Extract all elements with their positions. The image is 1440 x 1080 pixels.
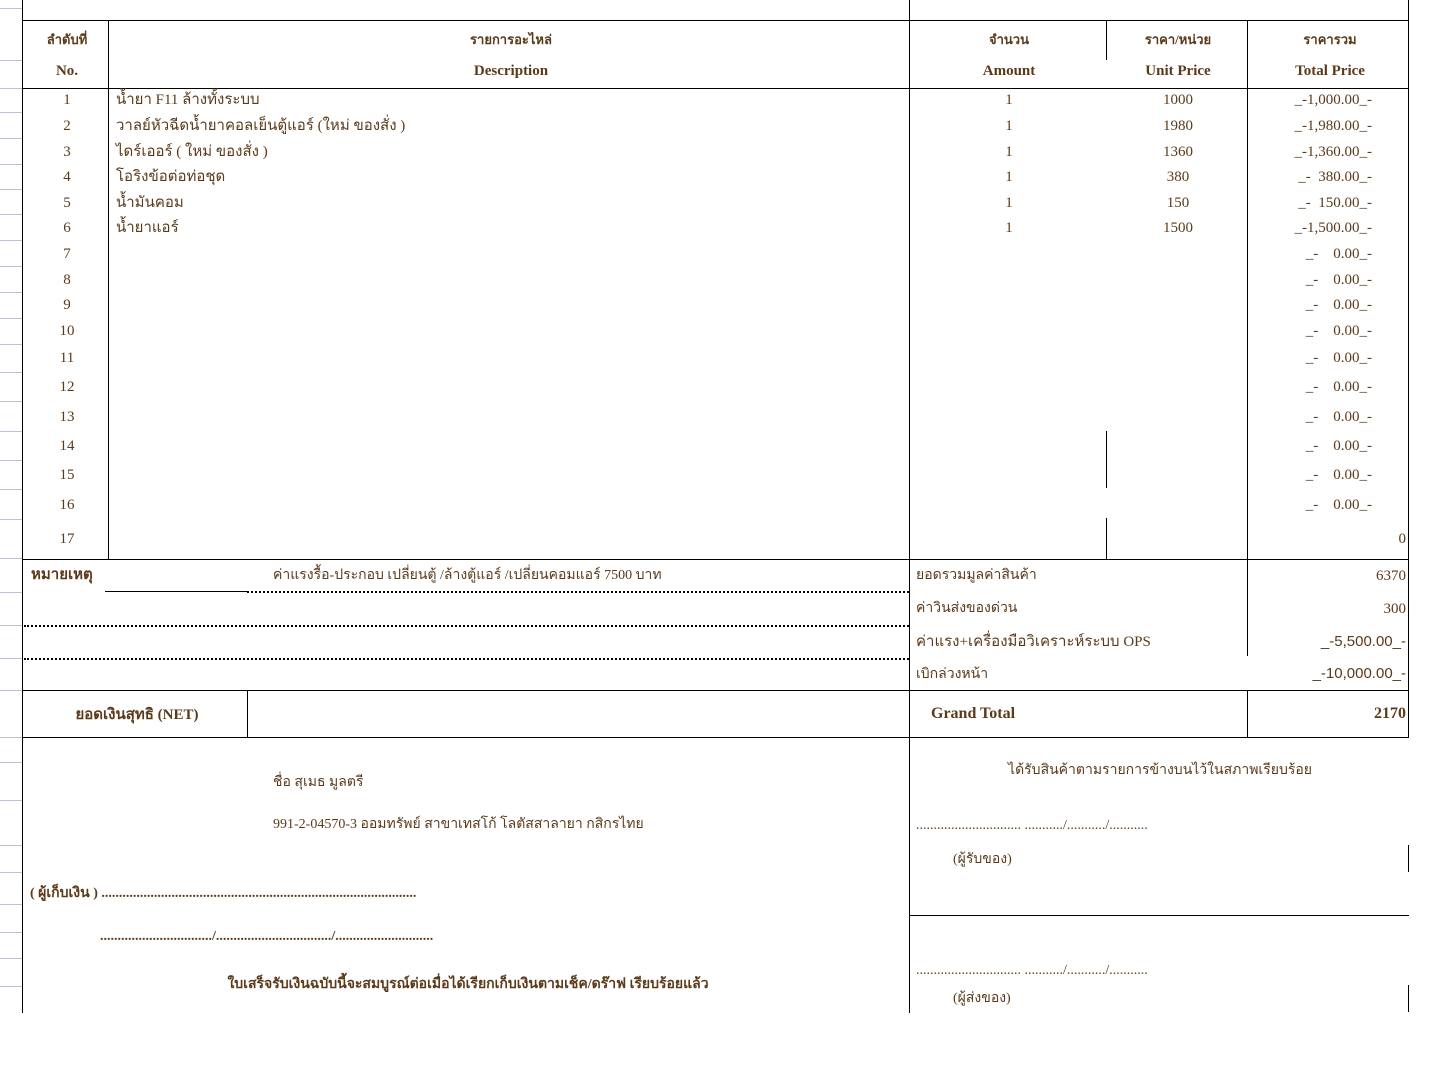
header-unit-en: Unit Price <box>1145 63 1211 79</box>
row-total-price: _- 0.00_- <box>1305 497 1372 513</box>
header-no-en: No. <box>55 63 79 79</box>
row-no: 8 <box>63 272 71 288</box>
row-total-price: _- 0.00_- <box>1305 467 1372 483</box>
grand-total-label: Grand Total <box>931 705 1016 722</box>
summary-label: เบิกล่วงหน้า <box>916 667 989 682</box>
grand-total-value: 2170 <box>1374 705 1406 722</box>
receiver-signature-line: .............................. .........../.........../........... <box>916 818 1148 833</box>
summary-label: ยอดรวมมูลค่าสินค้า <box>916 568 1037 583</box>
header-desc-en: Description <box>473 63 549 79</box>
row-description: น้ำมันคอม <box>116 195 184 211</box>
row-description: น้ำยาแอร์ <box>116 220 179 236</box>
row-amount: 1 <box>1005 195 1013 211</box>
receiver-label: (ผู้รับของ) <box>953 852 1012 867</box>
row-no: 16 <box>59 497 75 513</box>
remarks-text: ค่าแรงรื้อ-ประกอบ เปลี่ยนตู้ /ล้างตู้แอร์ /เปลี่ยนคอมแอร์ 7500 บาท <box>273 568 662 583</box>
row-amount: 1 <box>1005 92 1013 108</box>
summary-label: ค่าแรง+เครื่องมือวิเคราะห์ระบบ OPS <box>916 634 1151 650</box>
summary-value: 6370 <box>1376 568 1406 584</box>
row-total-price: _- 0.00_- <box>1305 272 1372 288</box>
row-total-price: _- 0.00_- <box>1305 409 1372 425</box>
sender-signature-line: .............................. .........../.........../........... <box>916 963 1148 978</box>
row-amount: 1 <box>1005 169 1013 185</box>
row-description: น้ำยา F11 ล้างทั้งระบบ <box>116 92 260 108</box>
row-total-price: _- 150.00_- <box>1298 195 1372 211</box>
row-amount: 1 <box>1005 118 1013 134</box>
row-total-price: _- 0.00_- <box>1305 438 1372 454</box>
row-no: 17 <box>59 531 75 547</box>
row-total-price: _- 0.00_- <box>1305 350 1372 366</box>
summary-value: _-5,500.00_- <box>1320 633 1406 650</box>
collector-signature-line: ( ผู้เก็บเงิน ) .......................................................................................... <box>30 886 417 901</box>
row-total-price: _-1,000.00_- <box>1294 92 1372 108</box>
sender-label: (ผู้ส่งของ) <box>953 991 1011 1006</box>
header-amount-en: Amount <box>982 63 1036 79</box>
row-no: 12 <box>59 379 75 395</box>
row-unit-price: 1980 <box>1163 118 1193 134</box>
row-description: ไดร์เออร์ ( ใหม่ ของสั่ง ) <box>116 144 268 160</box>
header-unit-th: ราคา/หน่วย <box>1144 32 1212 47</box>
row-total-price: 0 <box>1398 531 1406 547</box>
row-total-price: _- 0.00_- <box>1305 379 1372 395</box>
row-amount: 1 <box>1005 144 1013 160</box>
row-total-price: _-1,980.00_- <box>1294 118 1372 134</box>
header-total-en: Total Price <box>1295 63 1365 79</box>
row-no: 4 <box>63 169 71 185</box>
row-total-price: _- 0.00_- <box>1305 297 1372 313</box>
row-total-price: _- 380.00_- <box>1298 169 1372 185</box>
payee-account: 991-2-04570-3 ออมทรัพย์ สาขาเทสโก้ โลตัสสาลายา กสิกรไทย <box>273 817 644 832</box>
row-unit-price: 1360 <box>1163 144 1193 160</box>
row-total-price: _- 0.00_- <box>1305 246 1372 262</box>
row-unit-price: 150 <box>1166 195 1190 211</box>
header-desc-th: รายการอะไหล่ <box>470 32 552 47</box>
row-no: 2 <box>63 118 71 134</box>
row-description: โอริงข้อต่อท่อชุด <box>116 169 226 185</box>
row-no: 6 <box>63 220 71 236</box>
summary-value: 300 <box>1383 601 1406 617</box>
row-total-price: _-1,360.00_- <box>1294 144 1372 160</box>
row-amount: 1 <box>1005 220 1013 236</box>
summary-label: ค่าวินส่งของด่วน <box>916 601 1018 616</box>
header-total-th: ราคารวม <box>1303 32 1357 47</box>
row-no: 5 <box>63 195 71 211</box>
row-unit-price: 1000 <box>1163 92 1193 108</box>
header-amount-th: จำนวน <box>989 32 1029 47</box>
row-unit-price: 380 <box>1166 169 1190 185</box>
row-description: วาลย์หัวฉีดน้ำยาคอลเย็นตู้แอร์ (ใหม่ ของสั่ง ) <box>116 118 406 134</box>
row-total-price: _-1,500.00_- <box>1294 220 1372 236</box>
receipt-note: ใบเสร็จรับเงินฉบับนี้จะสมบูรณ์ต่อเมื่อได้เรียกเก็บเงินตามเช็ค/ดร๊าฟ เรียบร้อยแล้ว <box>227 977 709 992</box>
row-unit-price: 1500 <box>1163 220 1193 236</box>
row-no: 10 <box>59 323 75 339</box>
row-no: 7 <box>63 246 71 262</box>
row-no: 9 <box>63 297 71 313</box>
header-no-th: ลำดับที่ <box>46 32 88 47</box>
row-total-price: _- 0.00_- <box>1305 323 1372 339</box>
net-label: ยอดเงินสุทธิ (NET) <box>75 707 199 723</box>
payee-name: ชื่อ สุเมธ มูลตรี <box>273 775 364 790</box>
collector-date-line: ................................/................................./............................ <box>100 929 434 944</box>
receiver-statement: ได้รับสินค้าตามรายการข้างบนไว้ในสภาพเรียบร้อย <box>1008 763 1312 778</box>
row-no: 14 <box>59 438 75 454</box>
row-no: 3 <box>63 144 71 160</box>
remarks-label: หมายเหตุ <box>31 566 93 583</box>
row-no: 13 <box>59 409 75 425</box>
row-no: 15 <box>59 467 75 483</box>
row-no: 1 <box>63 92 71 108</box>
row-no: 11 <box>59 350 75 366</box>
summary-value: _-10,000.00_- <box>1312 665 1406 682</box>
